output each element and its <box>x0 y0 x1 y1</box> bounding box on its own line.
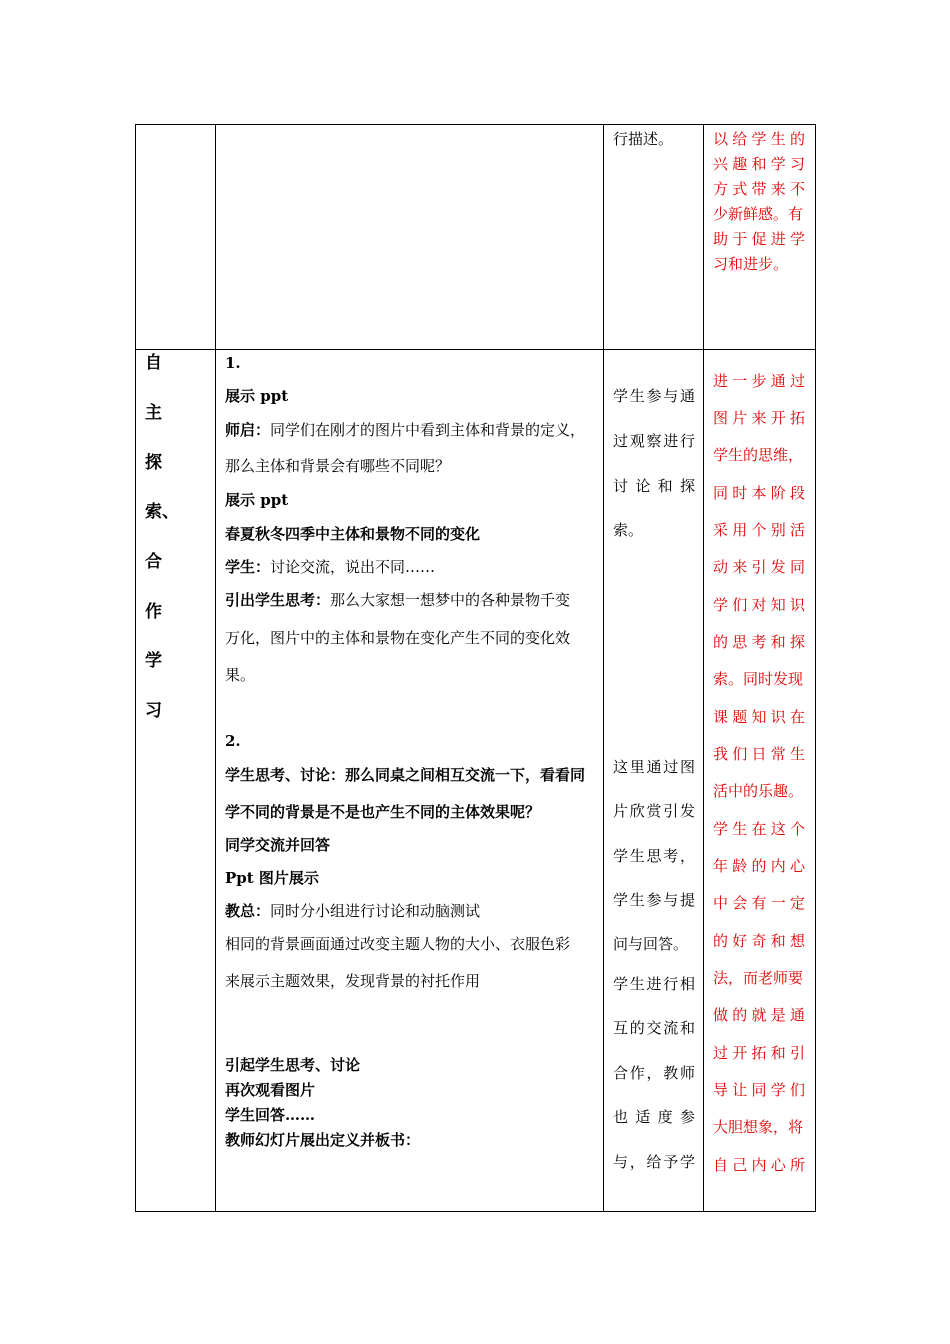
table-col-divider-3 <box>703 124 704 1212</box>
design-intent-line: 同时本阶段 <box>713 484 805 502</box>
student-activity-line: 学生进行相 <box>613 975 695 993</box>
design-intent-line: 过开拓和引 <box>713 1044 805 1062</box>
process-text: 那么大家想一想梦中的各种景物千变 <box>330 591 571 609</box>
process-line: 引起学生思考、讨论 <box>225 1056 361 1074</box>
stage-title-char: 合 <box>145 552 162 572</box>
step-number: 1. <box>225 354 241 372</box>
process-line: 学生回答…… <box>225 1106 316 1124</box>
design-intent-line: 动来引发同 <box>713 558 805 576</box>
design-intent-line: 索。同时发现 <box>713 670 804 688</box>
design-intent-line: 课题知识在 <box>713 708 805 726</box>
design-intent-line: 做的就是通 <box>713 1006 805 1024</box>
design-intent-line: 以给学生的 <box>713 130 805 148</box>
process-line: 相同的背景画面通过改变主题人物的大小、衣服色彩 <box>225 935 571 953</box>
process-line: 展示 ppt <box>225 491 289 509</box>
student-activity-line: 索。 <box>613 521 644 539</box>
process-line: Ppt 图片展示 <box>225 869 319 887</box>
stage-title-char: 探 <box>145 453 162 473</box>
process-line: 学生思考、讨论：那么同桌之间相互交流一下，看看同 <box>225 766 586 784</box>
process-line <box>225 421 585 439</box>
stage-title-char: 学 <box>145 651 162 671</box>
design-intent-line: 习和进步。 <box>713 255 789 273</box>
process-line: 果。 <box>225 666 256 684</box>
student-activity-line: 学生参与提 <box>613 891 695 909</box>
process-line: 来展示主题效果，发现背景的衬托作用 <box>225 972 481 990</box>
design-intent-line: 进一步通过 <box>713 372 805 390</box>
process-line <box>225 558 435 576</box>
speaker-label: 引出学生思考： <box>225 591 331 609</box>
design-intent-line: 方式带来不 <box>713 180 805 198</box>
design-intent-line: 兴趣和学习 <box>713 155 805 173</box>
process-line <box>225 591 570 609</box>
speaker-label: 师启： <box>225 421 271 439</box>
design-intent-line: 大胆想象，将 <box>713 1118 804 1136</box>
student-activity-line: 合作，教师 <box>613 1064 695 1082</box>
student-activity-line: 与，给予学 <box>613 1153 695 1171</box>
process-text: 同时分小组进行讨论和动脑测试 <box>270 902 481 920</box>
student-activity-line: 过观察进行 <box>613 432 695 450</box>
stage-title-char: 主 <box>145 403 162 423</box>
design-intent-line: 导让同学们 <box>713 1081 805 1099</box>
stage-title-char: 作 <box>145 602 162 622</box>
process-line: 春夏秋冬四季中主体和景物不同的变化 <box>225 525 481 543</box>
student-activity-line: 问与回答。 <box>613 935 689 953</box>
step-number: 2. <box>225 732 241 750</box>
speaker-label: 教总： <box>225 902 271 920</box>
stage-title-char: 习 <box>145 701 162 721</box>
process-line: 再次观看图片 <box>225 1081 316 1099</box>
process-line: 那么主体和背景会有哪些不同呢？ <box>225 457 451 475</box>
design-intent-line: 助于促进学 <box>713 230 805 248</box>
student-activity-line: 讨论和探 <box>613 477 695 495</box>
student-activity-line: 互的交流和 <box>613 1019 695 1037</box>
process-line: 同学交流并回答 <box>225 836 331 854</box>
student-activity-line: 这里通过图 <box>613 758 695 776</box>
student-activity-text: 行描述。 <box>613 130 674 148</box>
stage-title-char: 索、 <box>145 502 179 522</box>
design-intent-line: 中会有一定 <box>713 894 805 912</box>
design-intent-line: 法，而老师要 <box>713 969 804 987</box>
student-activity-line: 片欣赏引发 <box>613 802 695 820</box>
process-line: 学不同的背景是不是也产生不同的主体效果呢？ <box>225 803 541 821</box>
speaker-label: 学生： <box>225 558 271 576</box>
stage-title-char: 自 <box>145 353 162 373</box>
table-border-left <box>135 124 136 1212</box>
process-line: 教师幻灯片展出定义并板书： <box>225 1131 421 1149</box>
design-intent-line: 我们日常生 <box>713 745 805 763</box>
process-text: 讨论交流，说出不同…… <box>270 558 436 576</box>
table-border-top <box>135 124 816 125</box>
design-intent-line: 少新鲜感。有 <box>713 205 804 223</box>
design-intent-line: 的好奇和想 <box>713 932 805 950</box>
design-intent-line: 学们对知识 <box>713 596 805 614</box>
table-col-divider-2 <box>603 124 604 1212</box>
table-row-divider <box>135 349 816 350</box>
design-intent-line: 学生的思维， <box>713 446 804 464</box>
design-intent-line: 的思考和探 <box>713 633 805 651</box>
design-intent-line: 活中的乐趣。 <box>713 782 804 800</box>
design-intent-line: 学生在这个 <box>713 820 805 838</box>
process-line: 万化，图片中的主体和景物在变化产生不同的变化效 <box>225 629 571 647</box>
process-line: 展示 ppt <box>225 387 289 405</box>
table-border-right <box>815 124 816 1212</box>
design-intent-line: 年龄的内心 <box>713 857 805 875</box>
student-activity-line: 学生参与通 <box>613 387 695 405</box>
student-activity-line: 学生思考， <box>613 847 695 865</box>
design-intent-line: 自己内心所 <box>713 1156 805 1174</box>
table-border-bottom <box>135 1211 816 1212</box>
table-col-divider-1 <box>215 124 216 1212</box>
student-activity-line: 也适度参 <box>613 1108 695 1126</box>
design-intent-line: 采用个别活 <box>713 521 805 539</box>
process-line <box>225 902 480 920</box>
design-intent-line: 图片来开拓 <box>713 409 805 427</box>
process-text: 同学们在刚才的图片中看到主体和背景的定义， <box>270 421 586 439</box>
